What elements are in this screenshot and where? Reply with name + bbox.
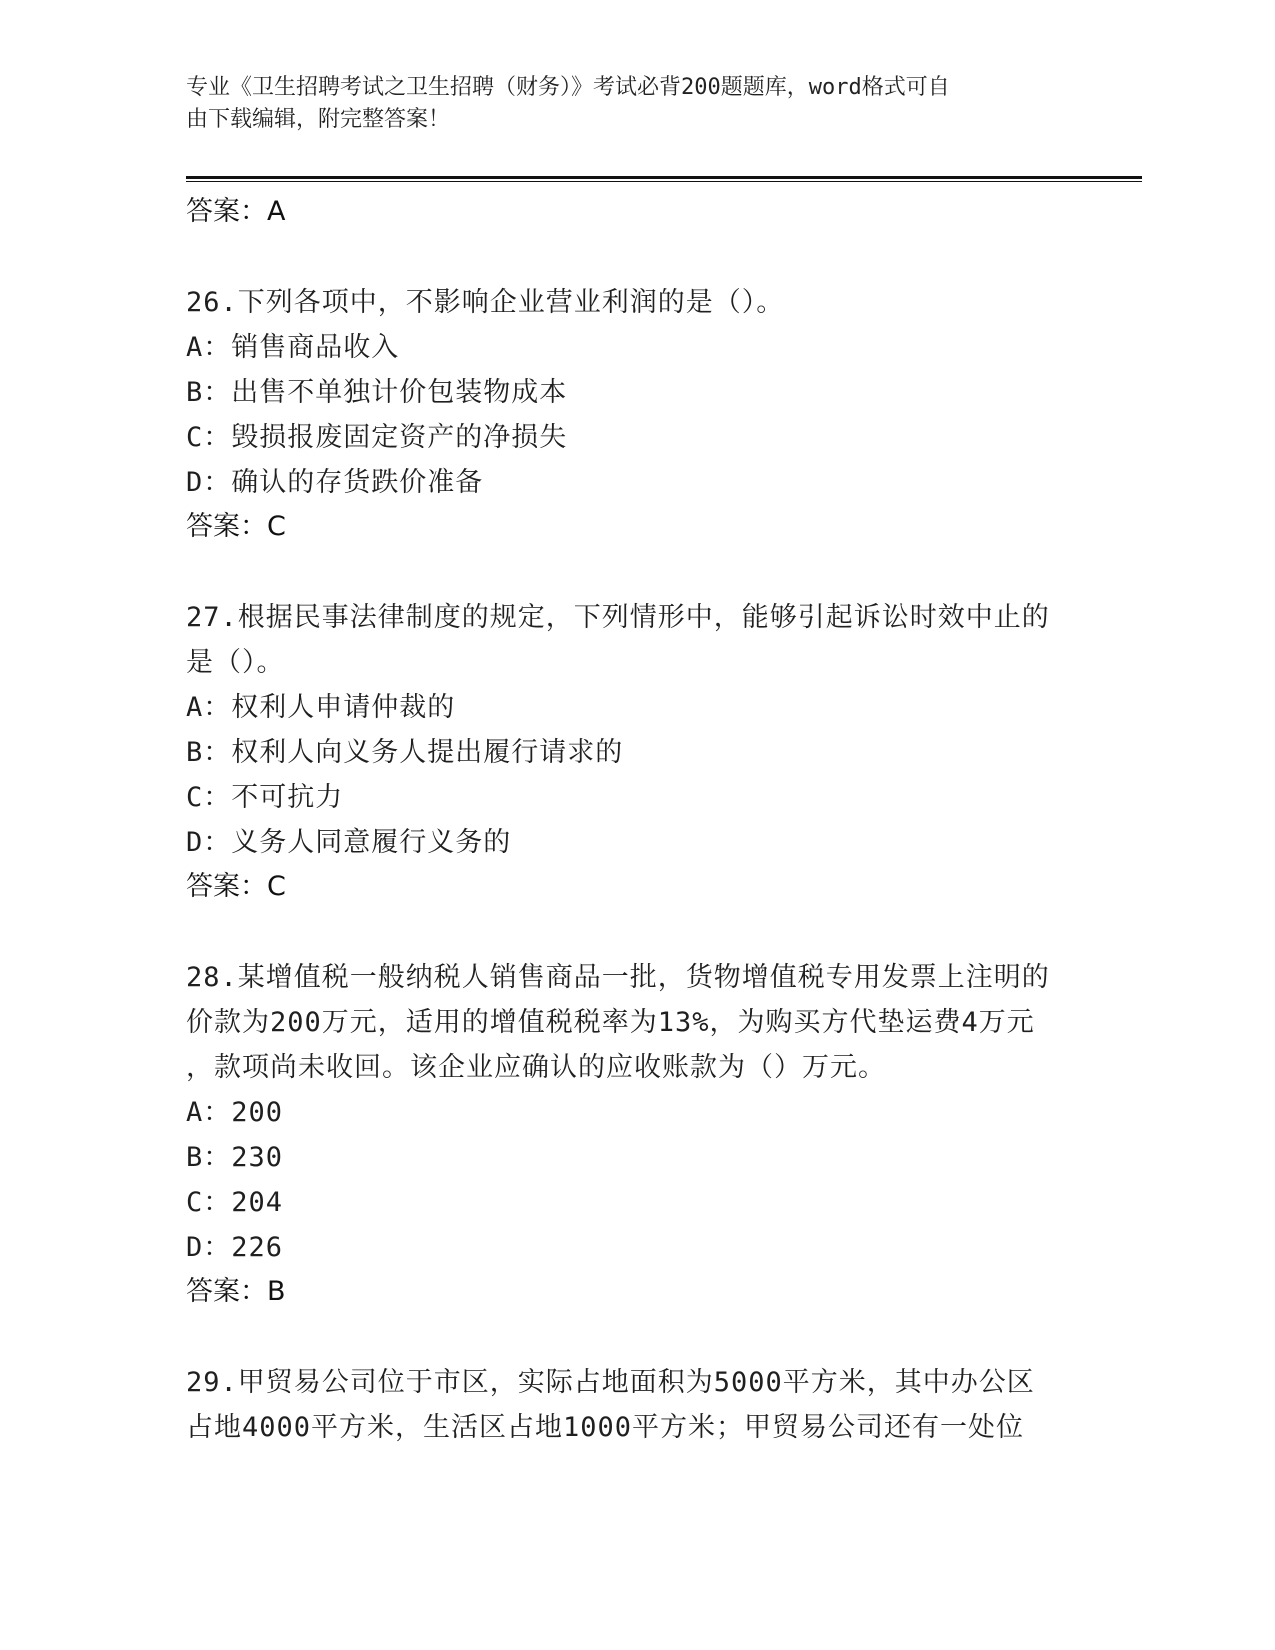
page-header	[186, 72, 1066, 136]
question-text: 27.根据民事法律制度的规定，下列情形中，能够引起诉讼时效中止的	[186, 602, 1050, 633]
answer-line: 答案：C	[186, 871, 286, 902]
option-b: B：出售不单独计价包装物成本	[186, 377, 568, 408]
option-a: A：200	[186, 1097, 284, 1128]
document-body	[186, 190, 1086, 1450]
option-c: C：不可抗力	[186, 782, 344, 813]
option-a: A：销售商品收入	[186, 332, 400, 363]
option-d: D：确认的存货跌价准备	[186, 467, 484, 498]
header-line-1: 专业《卫生招聘考试之卫生招聘（财务）》考试必背200题题库，word格式可自	[186, 75, 950, 100]
option-c: C：204	[186, 1187, 284, 1218]
question-28	[186, 955, 1086, 1314]
option-d: D：226	[186, 1232, 284, 1263]
question-text: 26.下列各项中，不影响企业营业利润的是（）。	[186, 287, 785, 318]
question-text: ，款项尚未收回。该企业应确认的应收账款为（）万元。	[186, 1052, 886, 1083]
answer-line: 答案：B	[186, 1276, 286, 1307]
option-c: C：毁损报废固定资产的净损失	[186, 422, 568, 453]
answer-line: 答案：C	[186, 511, 286, 542]
option-d: D：义务人同意履行义务的	[186, 827, 512, 858]
question-text: 是（）。	[186, 647, 285, 678]
question-text: 29.甲贸易公司位于市区，实际占地面积为5000平方米，其中办公区	[186, 1367, 1035, 1398]
question-26	[186, 280, 1086, 549]
header-line-2: 由下载编辑，附完整答案！	[186, 107, 451, 132]
header-rule-thin	[186, 181, 1142, 182]
option-a: A：权利人申请仲裁的	[186, 692, 456, 723]
option-b: B：230	[186, 1142, 284, 1173]
option-b: B：权利人向义务人提出履行请求的	[186, 737, 624, 768]
question-text: 价款为200万元，适用的增值税税率为13%，为购买方代垫运费4万元	[186, 1007, 1035, 1038]
answer-line: 答案：A	[186, 196, 286, 227]
header-rule-thick	[186, 176, 1142, 179]
question-text: 占地4000平方米，生活区占地1000平方米；甲贸易公司还有一处位	[186, 1412, 1025, 1443]
question-text: 28.某增值税一般纳税人销售商品一批，货物增值税专用发票上注明的	[186, 962, 1050, 993]
question-29	[186, 1360, 1086, 1450]
question-27	[186, 595, 1086, 909]
